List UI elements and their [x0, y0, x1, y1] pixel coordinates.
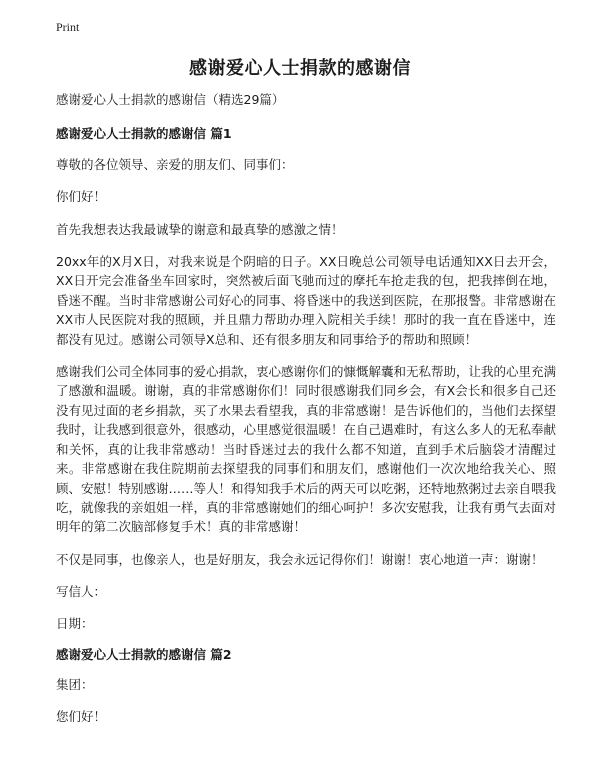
document-subtitle: 感谢爱心人士捐款的感谢信（精选29篇） — [56, 92, 285, 107]
paragraph-closing: 不仅是同事，也像亲人，也是好朋友，我会永远记得你们！谢谢！衷心地道一声：谢谢！ — [56, 551, 544, 567]
greeting: 你们好！ — [56, 189, 107, 205]
signature-line: 写信人： — [56, 584, 107, 600]
document-body — [56, 90, 556, 738]
paragraph-donations: 感谢我们公司全体同事的爱心捐款，衷心感谢你们的慷慨解囊和无私帮助，让我的心里充满了感激和温暖。谢谢，真的非常感谢你们！同时很感谢我们同乡会，有X会长和很多自己还没有见过面的老乡捐款，买了水果去看望我，真的非常感谢！是告诉他们的，当他们去探望我时，让我感到很意外，很感动，心里感觉很温暖！在自己遇难时，有这么多人的无私奉献和关怀，真的让我非常感动！当时昏迷过去的我什么都不知道，直到手术后脑袋才清醒过来。非常感谢在我住院期前去探望我的同事们和朋友们，感谢他们一次次地给我关心、照顾、安慰！特别感谢……等人！和得知我手术后的两天可以吃粥，还特地熬粥过去亲自喂我吃，就像我的亲姐姐一样，真的非常感谢她们的细心呵护！多次安慰我，让我有勇气去面对明年的第二次脑部修复手术！真的非常感谢！ — [56, 364, 557, 535]
salutation: 尊敬的各位领导、亲爱的朋友们、同事们： — [56, 156, 294, 172]
greeting-2: 您们好！ — [56, 708, 107, 724]
date-line: 日期： — [56, 615, 94, 631]
paragraph-incident: 20xx年的X月X日，对我来说是个阴暗的日子。XX日晚总公司领导电话通知XX日去开会，XX日开完会准备坐车回家时，突然被后面飞驰而过的摩托车抢走我的包，把我摔倒在地，昏迷不醒。当时非常感谢公司好心的同事、将昏迷中的我送到医院，在那报警。非常感谢在XX市人民医院对我的照顾，并且鼎力帮助办理入院相关手续！那时的我一直在昏迷中，连都没有见过。感谢公司领导X总和、还有很多朋友和同事给予的帮助和照顾！ — [56, 254, 557, 347]
page-title: 感谢爱心人士捐款的感谢信 — [189, 58, 411, 79]
section-heading-1: 感谢爱心人士捐款的感谢信 篇1 — [56, 126, 232, 142]
salutation-2: 集团： — [56, 677, 94, 693]
paragraph-thanks: 首先我想表达我最诚挚的谢意和最真挚的感激之情！ — [56, 221, 344, 237]
print-link[interactable]: Print — [56, 20, 80, 34]
section-heading-2: 感谢爱心人士捐款的感谢信 篇2 — [56, 646, 232, 662]
